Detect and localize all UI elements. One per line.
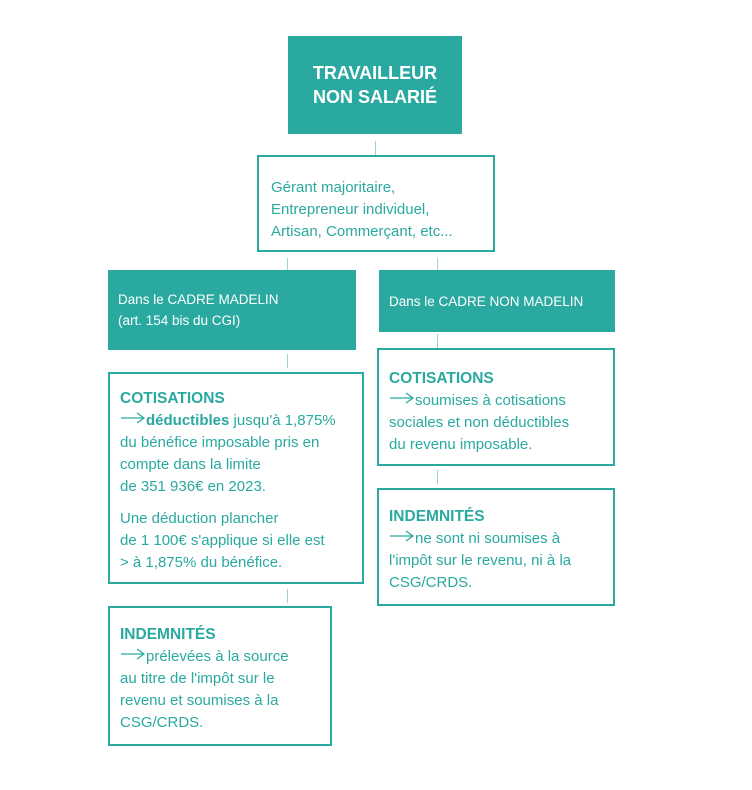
non-madelin-cotisations-line3: du revenu imposable.	[389, 436, 533, 453]
connector-root-categories	[375, 141, 376, 155]
categories-line1: Gérant majoritaire,	[271, 179, 396, 196]
non-madelin-indemnites-line1: ne sont ni soumises à	[415, 530, 561, 547]
non-madelin-indemnites-line3: CSG/CRDS.	[389, 574, 473, 591]
madelin-cotisations-line3: compte dans la limite	[120, 456, 261, 473]
madelin-cotisations-heading: COTISATIONS	[120, 390, 225, 407]
madelin-cotisations-line2: du bénéfice imposable pris en	[120, 434, 320, 451]
connector-madelin-cotisations	[287, 354, 288, 368]
categories-line2: Entrepreneur individuel,	[271, 201, 430, 218]
non-madelin-indemnites-box	[377, 488, 615, 606]
root-node	[288, 36, 462, 134]
madelin-deduction-line2: de 1 100€ s'applique si elle est	[120, 532, 325, 549]
non-madelin-header	[379, 270, 615, 332]
non-madelin-header-label: Dans le CADRE NON MADELIN	[389, 293, 584, 309]
madelin-header-line1: Dans le CADRE MADELIN	[118, 292, 279, 307]
madelin-indemnites-line1: prélevées à la source	[146, 648, 289, 665]
madelin-deduction-line3: > à 1,875% du bénéfice.	[120, 554, 283, 571]
madelin-deduction-line1: Une déduction plancher	[120, 510, 279, 527]
non-madelin-cotisations-line2: sociales et non déductibles	[389, 414, 570, 431]
madelin-indemnites-heading: INDEMNITÉS	[120, 626, 216, 643]
madelin-cotisations-line1-rest: jusqu'à 1,875%	[229, 412, 336, 429]
root-title-line1: TRAVAILLEUR	[312, 63, 438, 83]
root-title-line2: NON SALARIÉ	[312, 87, 437, 107]
madelin-header-line2: (art. 154 bis du CGI)	[118, 313, 241, 328]
non-madelin-indemnites-heading: INDEMNITÉS	[389, 508, 485, 525]
madelin-indemnites-line4: CSG/CRDS.	[120, 714, 204, 731]
madelin-header	[108, 270, 356, 350]
madelin-indemnites-box	[108, 606, 332, 746]
non-madelin-cotisations-box	[377, 348, 615, 466]
connector-non-madelin-cotisations	[437, 334, 438, 348]
categories-line3: Artisan, Commerçant, etc...	[271, 223, 453, 240]
connector-non-madelin-indemnites	[437, 470, 438, 484]
non-madelin-cotisations-line1: soumises à cotisations	[415, 392, 566, 409]
madelin-cotisations-line4: de 351 936€ en 2023.	[120, 478, 266, 495]
madelin-indemnites-line3: revenu et soumises à la	[120, 692, 279, 709]
long-right-arrow-icon	[120, 647, 146, 661]
long-right-arrow-icon	[389, 529, 415, 543]
madelin-cotisations-bold: déductibles	[146, 412, 230, 429]
connector-categories-madelin	[287, 258, 288, 270]
long-right-arrow-icon	[389, 391, 415, 405]
long-right-arrow-icon	[120, 411, 146, 425]
madelin-indemnites-line2: au titre de l'impôt sur le	[120, 670, 275, 687]
non-madelin-cotisations-heading: COTISATIONS	[389, 370, 494, 387]
non-madelin-indemnites-line2: l'impôt sur le revenu, ni à la	[389, 552, 572, 569]
categories-node	[257, 155, 495, 252]
madelin-cotisations-box	[108, 372, 364, 584]
connector-categories-non-madelin	[437, 258, 438, 270]
connector-madelin-indemnites	[287, 589, 288, 603]
